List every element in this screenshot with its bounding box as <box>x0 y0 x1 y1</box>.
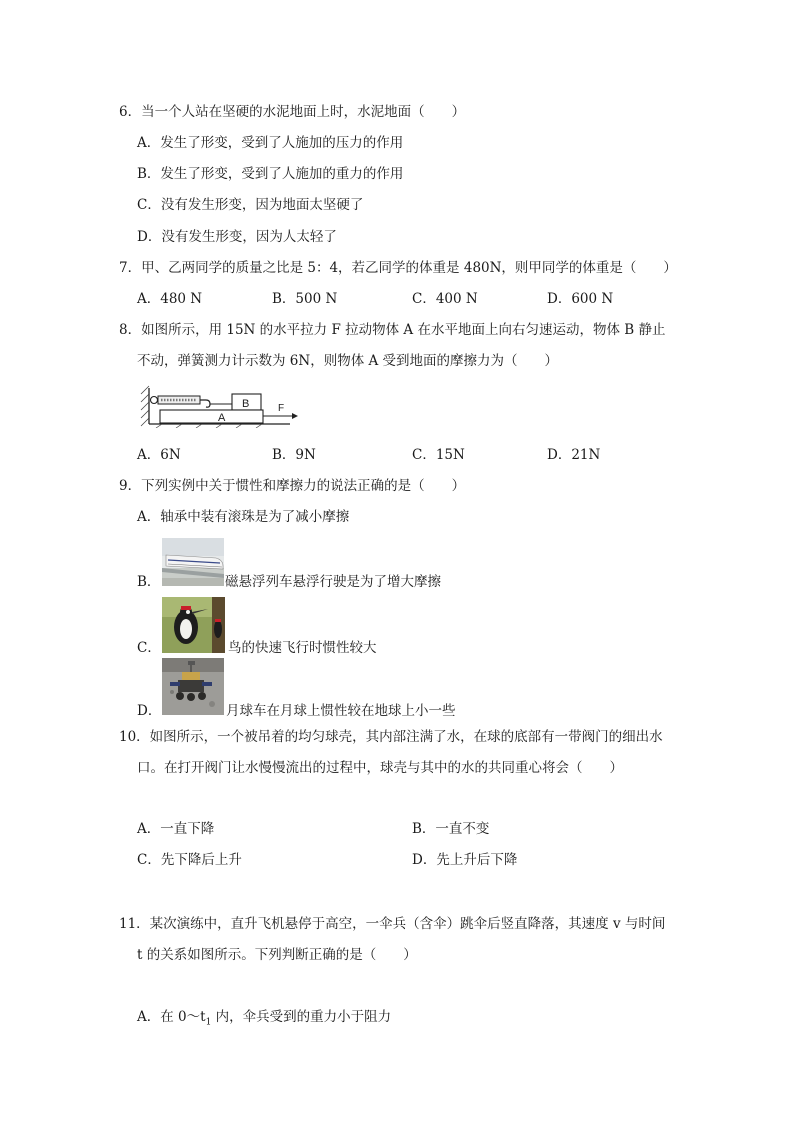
q7-option-d: D．600 N <box>547 291 614 307</box>
q9-option-c-text: 鸟的快速飞行时惯性较大 <box>228 640 377 656</box>
q10-options-row1 <box>137 823 489 837</box>
q8-option-c: C．15N <box>412 447 465 463</box>
q7-stem: 7．甲、乙两同学的质量之比是 5：4，若乙同学的体重是 480N，则甲同学的体重是（ ） <box>119 260 677 276</box>
q8-options <box>137 449 600 463</box>
q10-stem-line1: 10．如图所示，一个被吊着的均匀球壳，其内部注满了水，在球的底部有一带阀门的细出水 <box>119 729 663 745</box>
q9-option-d-letter: D． <box>137 703 162 719</box>
q9-option-d-text: 月球车在月球上惯性较在地球上小一些 <box>226 703 456 719</box>
q9-option-a: A．轴承中装有滚珠是为了减小摩擦 <box>137 509 350 525</box>
q10-stem-line2: 口。在打开阀门让水慢慢流出的过程中，球壳与其中的水的共同重心将会（ ） <box>137 760 623 776</box>
wall <box>141 386 149 426</box>
q7-options <box>137 293 613 307</box>
q11-stem-line1: 11．某次演练中，直升飞机悬停于高空，一伞兵（含伞）跳伞后竖直降落，其速度 v 与时间 <box>119 916 666 932</box>
q9-stem: 9．下列实例中关于惯性和摩擦力的说法正确的是（ ） <box>119 478 466 494</box>
q10-option-d: D．先上升后下降 <box>412 852 518 868</box>
force-arrow-head <box>292 413 298 419</box>
q7-option-c: C．400 N <box>412 291 478 307</box>
q6-option-a: A．发生了形变，受到了人施加的压力的作用 <box>137 135 404 151</box>
q8-stem-line1: 8．如图所示，用 15N 的水平拉力 F 拉动物体 A 在水平地面上向右匀速运动，物体 B 静止 <box>119 322 666 338</box>
q8-option-a: A．6N <box>137 447 181 463</box>
q11-option-a-subscript: 1 <box>205 1017 212 1028</box>
q6-option-c: C．没有发生形变，因为地面太坚硬了 <box>137 197 364 213</box>
q11-option-a <box>137 1011 391 1028</box>
lunar-rover-image <box>162 658 224 715</box>
block-a <box>160 410 263 423</box>
ground <box>149 424 290 428</box>
q10-option-a: A．一直下降 <box>137 821 215 837</box>
force-label: F <box>278 403 285 414</box>
block-b-label: B <box>242 398 250 410</box>
block-a-label: A <box>218 412 226 424</box>
q6-option-b: B．发生了形变，受到了人施加的重力的作用 <box>137 166 404 182</box>
q10-option-c: C．先下降后上升 <box>137 852 242 868</box>
q7-option-b: B．500 N <box>272 291 338 307</box>
maglev-train-image <box>162 538 224 586</box>
spring-scale <box>151 396 233 407</box>
q8-option-d: D．21N <box>547 447 601 463</box>
q9-option-b-text: 磁悬浮列车悬浮行驶是为了增大摩擦 <box>225 574 441 590</box>
q8-stem-line2: 不动，弹簧测力计示数为 6N，则物体 A 受到地面的摩擦力为（ ） <box>137 353 559 369</box>
q6-stem: 6．当一个人站在坚硬的水泥地面上时，水泥地面（ ） <box>119 104 466 120</box>
q6-option-d: D．没有发生形变，因为人太轻了 <box>137 229 337 245</box>
q10-options-row2 <box>137 854 517 868</box>
q11-option-a-pre: A．在 0～t <box>137 1009 206 1025</box>
q7-option-a: A．480 N <box>137 291 203 307</box>
woodpecker-bird-image <box>162 597 225 653</box>
q9-option-b-letter: B． <box>137 574 161 590</box>
q9-option-c-letter: C． <box>137 640 161 656</box>
q11-stem-line2: t 的关系如图所示。下列判断正确的是（ ） <box>137 947 417 963</box>
q10-option-b: B．一直不变 <box>412 821 490 837</box>
q8-option-b: B．9N <box>272 447 316 463</box>
q11-option-a-post: 内，伞兵受到的重力小于阻力 <box>211 1009 392 1025</box>
q8-spring-figure <box>140 382 310 428</box>
